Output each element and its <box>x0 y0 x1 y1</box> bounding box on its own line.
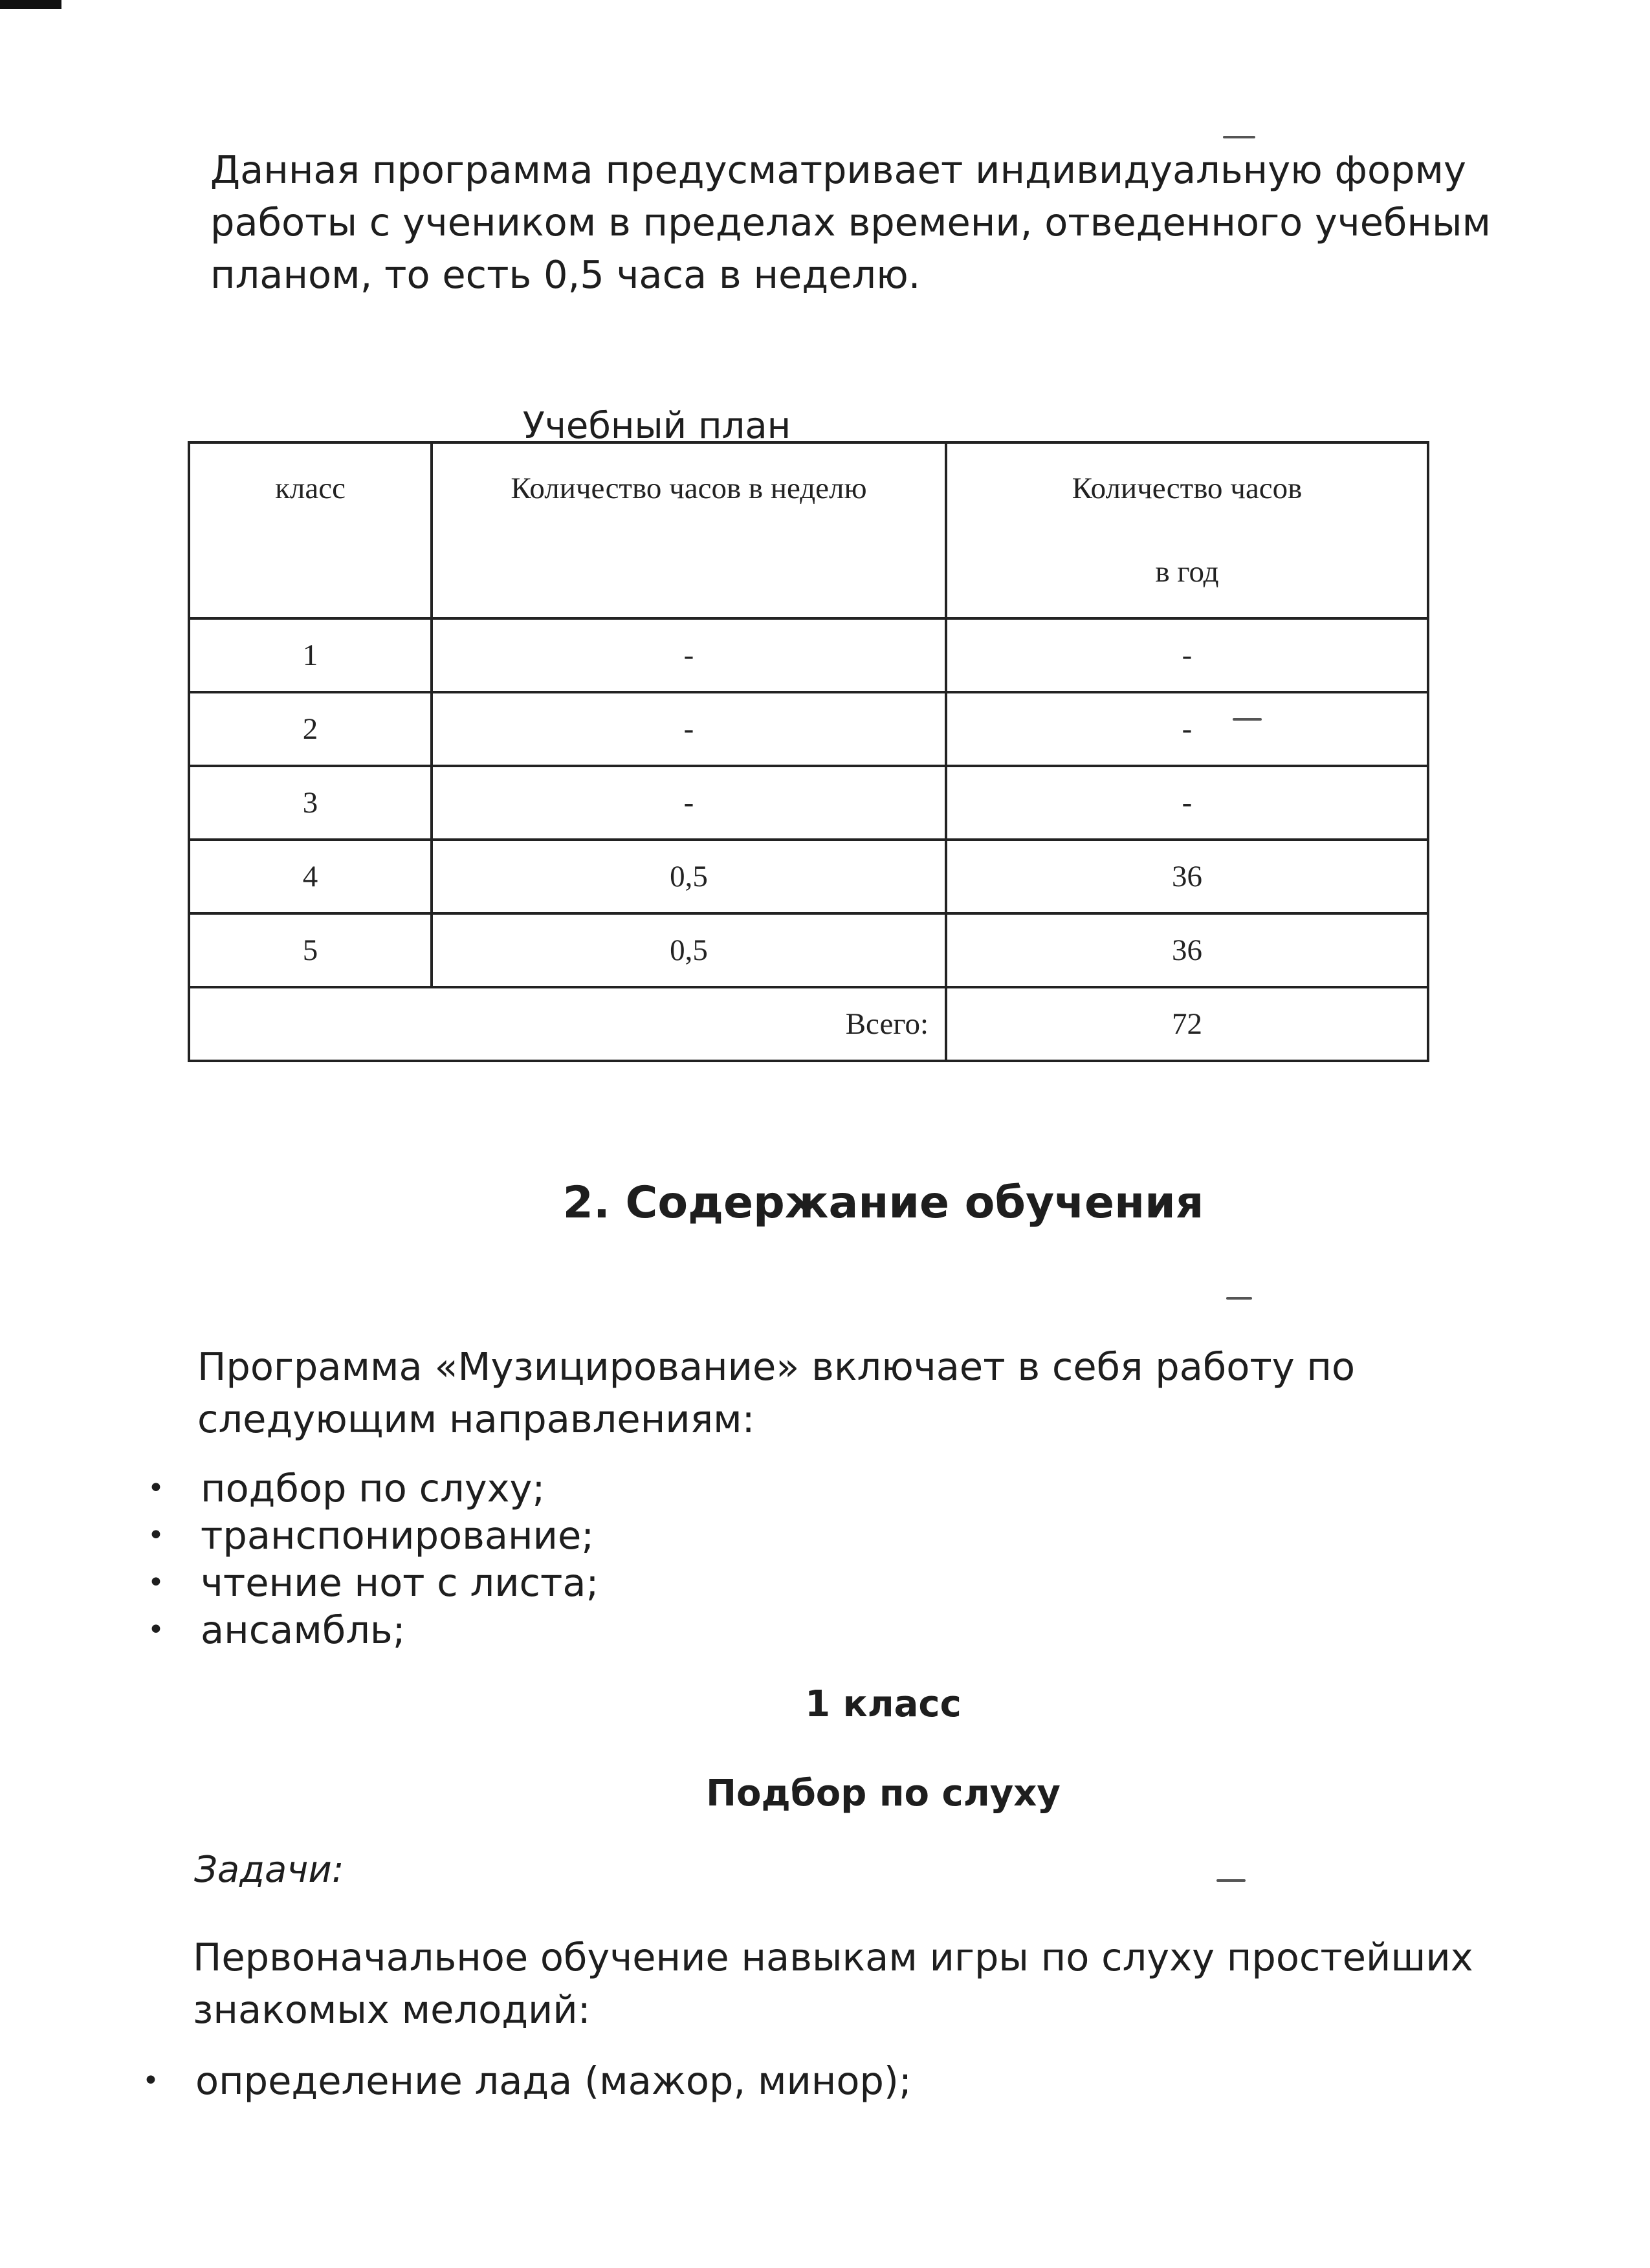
bullet-icon: • <box>148 1566 164 1599</box>
list-item-text: подбор по слуху; <box>201 1466 545 1510</box>
intro-paragraph: Данная программа предусматривает индивидуальную форму работы с учеником в пределах времени, отведенного учебным планом, то есть 0,5 часа в неделю. <box>210 147 1491 297</box>
cell-week: 0,5 <box>432 840 946 913</box>
bullet-icon: • <box>142 2064 159 2097</box>
scan-corner-mark <box>0 0 61 9</box>
scan-speck <box>1226 1297 1252 1300</box>
header-hours-year-line1: Количество часов <box>1072 472 1303 505</box>
cell-year: - <box>946 618 1428 692</box>
class-heading: 1 класс <box>805 1683 962 1725</box>
list-item <box>148 1465 599 1512</box>
table-row <box>189 913 1428 987</box>
list-item <box>148 1559 599 1606</box>
cell-week: - <box>432 692 946 766</box>
list-item-text: определение лада (мажор, минор); <box>195 2058 912 2103</box>
cell-year: 36 <box>946 840 1428 913</box>
table-row <box>189 618 1428 692</box>
list-item <box>142 2057 912 2104</box>
table-row <box>189 692 1428 766</box>
cell-week: - <box>432 618 946 692</box>
header-hours-year-line2: в год <box>1155 554 1219 589</box>
tasks-paragraph: Первоначальное обучение навыкам игры по слуху простейших знакомых мелодий: <box>193 1935 1473 2032</box>
table-row <box>189 766 1428 840</box>
table-total-row <box>189 987 1428 1061</box>
cell-year: - <box>946 766 1428 840</box>
tasks-label: Задачи: <box>194 1849 344 1891</box>
directions-list <box>148 1465 599 1653</box>
header-hours-week: Количество часов в неделю <box>432 442 946 618</box>
list-item <box>148 1512 599 1559</box>
section-heading: 2. Содержание обучения <box>562 1177 1204 1228</box>
table-caption: Учебный план <box>522 405 791 447</box>
cell-year: 36 <box>946 913 1428 987</box>
program-intro-paragraph: Программа «Музицирование» включает в себя работу по следующим направлениям: <box>197 1344 1356 1441</box>
cell-class: 5 <box>189 913 432 987</box>
bullet-icon: • <box>148 1472 164 1505</box>
bullet-icon: • <box>148 1519 164 1552</box>
skills-list <box>142 2057 912 2104</box>
list-item-text: чтение нот с листа; <box>201 1560 599 1605</box>
list-item-text: ансамбль; <box>201 1608 406 1652</box>
table-header-row <box>189 442 1428 618</box>
cell-class: 2 <box>189 692 432 766</box>
cell-class: 4 <box>189 840 432 913</box>
cell-week: - <box>432 766 946 840</box>
scan-speck <box>1216 1879 1246 1882</box>
list-item <box>148 1606 599 1653</box>
cell-year: - <box>946 692 1428 766</box>
cell-class: 3 <box>189 766 432 840</box>
scan-speck <box>1223 136 1255 138</box>
total-label: Всего: <box>189 987 946 1061</box>
cell-class: 1 <box>189 618 432 692</box>
total-value: 72 <box>946 987 1428 1061</box>
list-item-text: транспонирование; <box>201 1513 595 1558</box>
header-hours-year <box>946 442 1428 618</box>
header-class: класс <box>189 442 432 618</box>
subsection-heading: Подбор по слуху <box>706 1772 1061 1815</box>
cell-week: 0,5 <box>432 913 946 987</box>
bullet-icon: • <box>148 1613 164 1646</box>
table-row <box>189 840 1428 913</box>
study-plan-table <box>188 441 1429 1062</box>
